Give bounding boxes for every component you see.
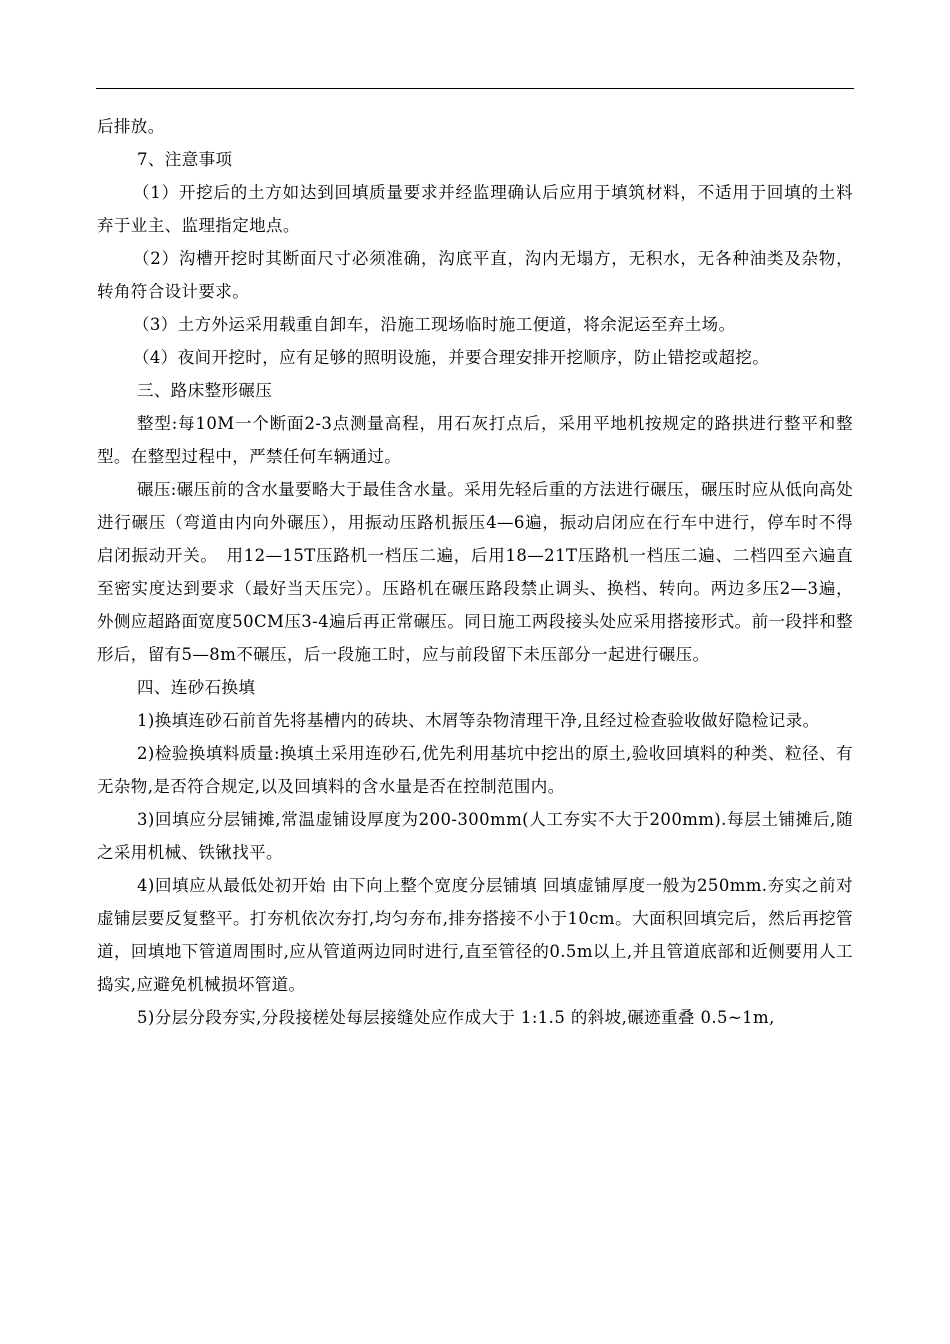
paragraph-shaping: 整型:每10M一个断面2-3点测量高程，用石灰打点后，采用平地机按规定的路拱进行整平和整型。在整型过程中，严禁任何车辆通过。 xyxy=(97,414,853,466)
paragraph-note-2: （2）沟槽开挖时其断面尺寸必须准确，沟底平直，沟内无塌方，无积水，无各种油类及杂物，转角符合设计要求。 xyxy=(97,249,853,301)
paragraph-gravel-3: 3)回填应分层铺摊,常温虚铺设厚度为200-300mm(人工夯实不大于200mm).每层土铺摊后,随之采用机械、铁锹找平。 xyxy=(97,810,853,862)
paragraph-note-1: （1）开挖后的土方如达到回填质量要求并经监理确认后应用于填筑材料，不适用于回填的土料弃于业主、监理指定地点。 xyxy=(97,183,853,235)
section-heading-subgrade: 三、路床整形碾压 xyxy=(137,381,273,400)
paragraph-gravel-5: 5)分层分段夯实,分段接槎处每层接缝处应作成大于 1:1.5 的斜坡,碾迹重叠 0.5~1m, xyxy=(137,1008,775,1027)
paragraph-gravel-4: 4)回填应从最低处初开始 由下向上整个宽度分层铺填 回填虚铺厚度一般为250mm.夯实之前对虚铺层要反复整平。打夯机依次夯打,均匀夯布,排夯搭接不小于10cm。大面积回填完后，然后再挖管道，回填地下管道周围时,应从管道两边同时进行,直至管径的0.5m以上,并且管道底部和近侧要用人工捣实,应避免机械损坏管道。 xyxy=(97,876,853,994)
paragraph-compaction: 碾压:碾压前的含水量要略大于最佳含水量。采用先轻后重的方法进行碾压，碾压时应从低向高处进行碾压（弯道由内向外碾压），用振动压路机振压4—6遍，振动启闭应在行车中进行，停车时不得启闭振动开关。 用12—15T压路机一档压二遍，后用18—21T压路机一档压二遍、二档四至六遍直至密实度达到要求（最好当天压完）。压路机在碾压路段禁止调头、换档、转向。两边多压2—3遍，外侧应超路面宽度50CM压3-4遍后再正常碾压。同日施工两段接头处应采用搭接形式。前一段拌和整形后，留有5—8m不碾压，后一段施工时，应与前段留下未压部分一起进行碾压。 xyxy=(97,480,853,664)
paragraph-gravel-2: 2)检验换填料质量:换填土采用连砂石,优先利用基坑中挖出的原土,验收回填料的种类、粒径、有无杂物,是否符合规定,以及回填料的含水量是否在控制范围内。 xyxy=(97,744,853,796)
section-heading-gravel: 四、连砂石换填 xyxy=(137,678,256,697)
document-body xyxy=(97,110,853,1034)
section-heading-notes: 7、注意事项 xyxy=(137,150,233,169)
paragraph-continuation: 后排放。 xyxy=(97,117,165,136)
paragraph-gravel-1: 1)换填连砂石前首先将基槽内的砖块、木屑等杂物清理干净,且经过检查验收做好隐检记录。 xyxy=(137,711,820,730)
header-rule xyxy=(96,88,854,89)
paragraph-note-3: （3）土方外运采用载重自卸车，沿施工现场临时施工便道，将余泥运至弃土场。 xyxy=(133,315,736,334)
paragraph-note-4: （4）夜间开挖时，应有足够的照明设施，并要合理安排开挖顺序，防止错挖或超挖。 xyxy=(133,348,770,367)
